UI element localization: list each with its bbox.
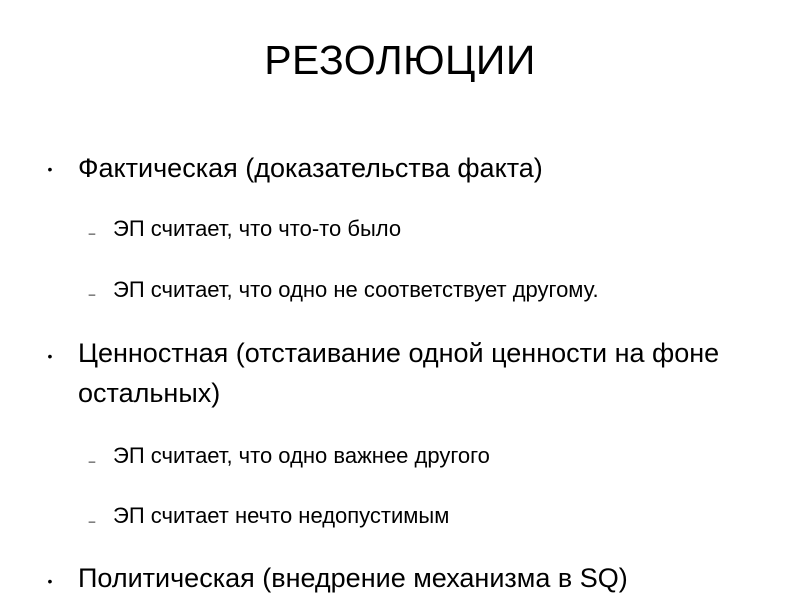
sub-bullet-text: ЭП считает, что что-то было [113, 216, 402, 241]
bullet-marker: • [47, 573, 53, 589]
bullet-text-political: Политическая (внедрение механизма в SQ) [78, 563, 628, 593]
bullet-text-factual: Фактическая (доказательства факта) [78, 153, 543, 183]
bullet-marker: • [47, 348, 53, 364]
sub-bullet-marker: – [88, 454, 96, 468]
bullet-text-value: Ценностная (отстаивание одной ценности на фоне остальных) [78, 338, 720, 408]
sub-bullet-text: ЭП считает, что одно важнее другого [113, 443, 490, 468]
bullet-marker: • [47, 161, 53, 177]
sub-bullet-marker: – [88, 226, 96, 240]
sub-bullet-marker: – [88, 287, 96, 301]
sub-bullet-marker: – [88, 514, 96, 528]
sub-bullet-text: ЭП считает, что одно не соответствует другому. [113, 277, 599, 302]
slide-title: РЕЗОЛЮЦИИ [264, 37, 536, 83]
sub-bullet-text: ЭП считает нечто недопустимым [113, 503, 450, 528]
